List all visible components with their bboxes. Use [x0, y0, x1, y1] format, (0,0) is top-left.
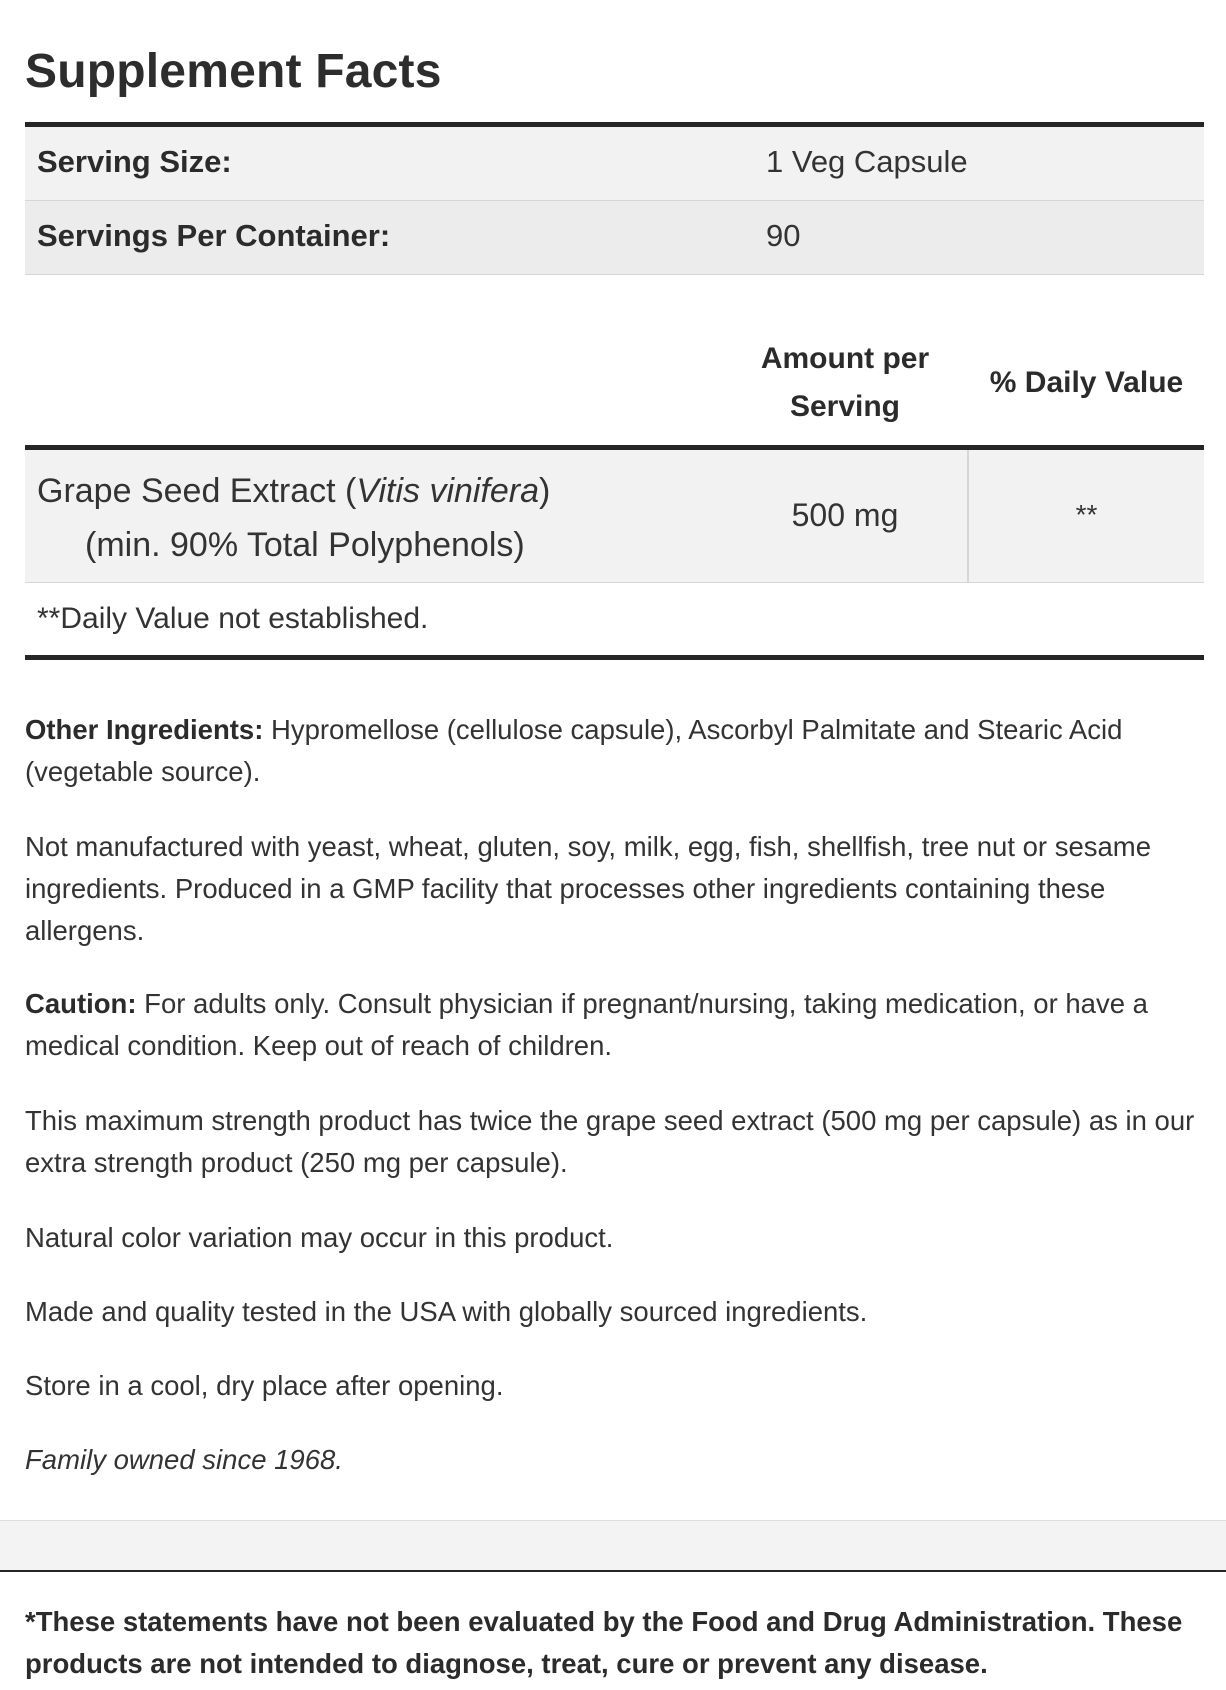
serving-size-row: [25, 127, 1204, 201]
other-ingredients: [25, 709, 1204, 793]
daily-value-header: % Daily Value: [989, 366, 1184, 399]
amount-per-serving-header: [750, 335, 940, 431]
daily-value-footnote: **Daily Value not established.: [37, 602, 429, 635]
other-ingredients-label: Other Ingredients:: [25, 714, 264, 745]
color-note: Natural color variation may occur in this product.: [25, 1222, 614, 1253]
other-ingredients-text: Hypromellose (cellulose capsule), Ascorbyl Palmitate and Stearic Acid (vegetable source).: [25, 714, 1123, 787]
servings-per-container-label: Servings Per Container:: [37, 218, 391, 253]
family-note: Family owned since 1968.: [25, 1444, 343, 1475]
nutrient-name: [37, 464, 550, 572]
caution-text: For adults only. Consult physician if pregnant/nursing, taking medication, or have a medical condition. Keep out of reach of children.: [25, 988, 1148, 1061]
serving-size-value: 1 Veg Capsule: [766, 144, 968, 179]
serving-size-label: Serving Size:: [37, 144, 232, 179]
storage-note: Store in a cool, dry place after opening.: [25, 1370, 504, 1401]
nutrient-row: [25, 450, 1204, 583]
servings-per-container-row: [25, 201, 1204, 275]
nutrient-name-prefix: Grape Seed Extract (: [37, 472, 357, 510]
disclaimer-divider: [0, 1570, 1226, 1572]
bottom-divider: [25, 655, 1204, 660]
nutrient-name-suffix: ): [539, 472, 551, 510]
caution-label: Caution:: [25, 988, 137, 1019]
nutrient-latin-name: Vitis vinifera: [356, 472, 540, 510]
nutrient-amount: 500 mg: [791, 497, 899, 533]
section-band: [0, 1520, 1226, 1571]
caution: [25, 983, 1204, 1067]
amount-header-line2: Serving: [789, 390, 901, 423]
servings-per-container-value: 90: [766, 218, 801, 253]
origin-note: Made and quality tested in the USA with globally sourced ingredients.: [25, 1296, 868, 1327]
fda-disclaimer: *These statements have not been evaluated by the Food and Drug Administration. These products are not intended to diagnose, treat, cure or prevent any disease.: [25, 1606, 1183, 1679]
strength-note: This maximum strength product has twice the grape seed extract (500 mg per capsule) as in our extra strength product (250 mg per capsule).: [25, 1105, 1195, 1178]
amount-header-line1: Amount per: [760, 342, 930, 375]
nutrient-daily-value: **: [1075, 499, 1098, 530]
page-title: Supplement Facts: [25, 45, 442, 98]
nutrient-name-detail: (min. 90% Total Polyphenols): [85, 526, 525, 564]
allergen-statement: Not manufactured with yeast, wheat, gluten, soy, milk, egg, fish, shellfish, tree nut or sesame ingredients. Produced in a GMP facility that processes other ingredients containing these allergens.: [25, 831, 1151, 946]
